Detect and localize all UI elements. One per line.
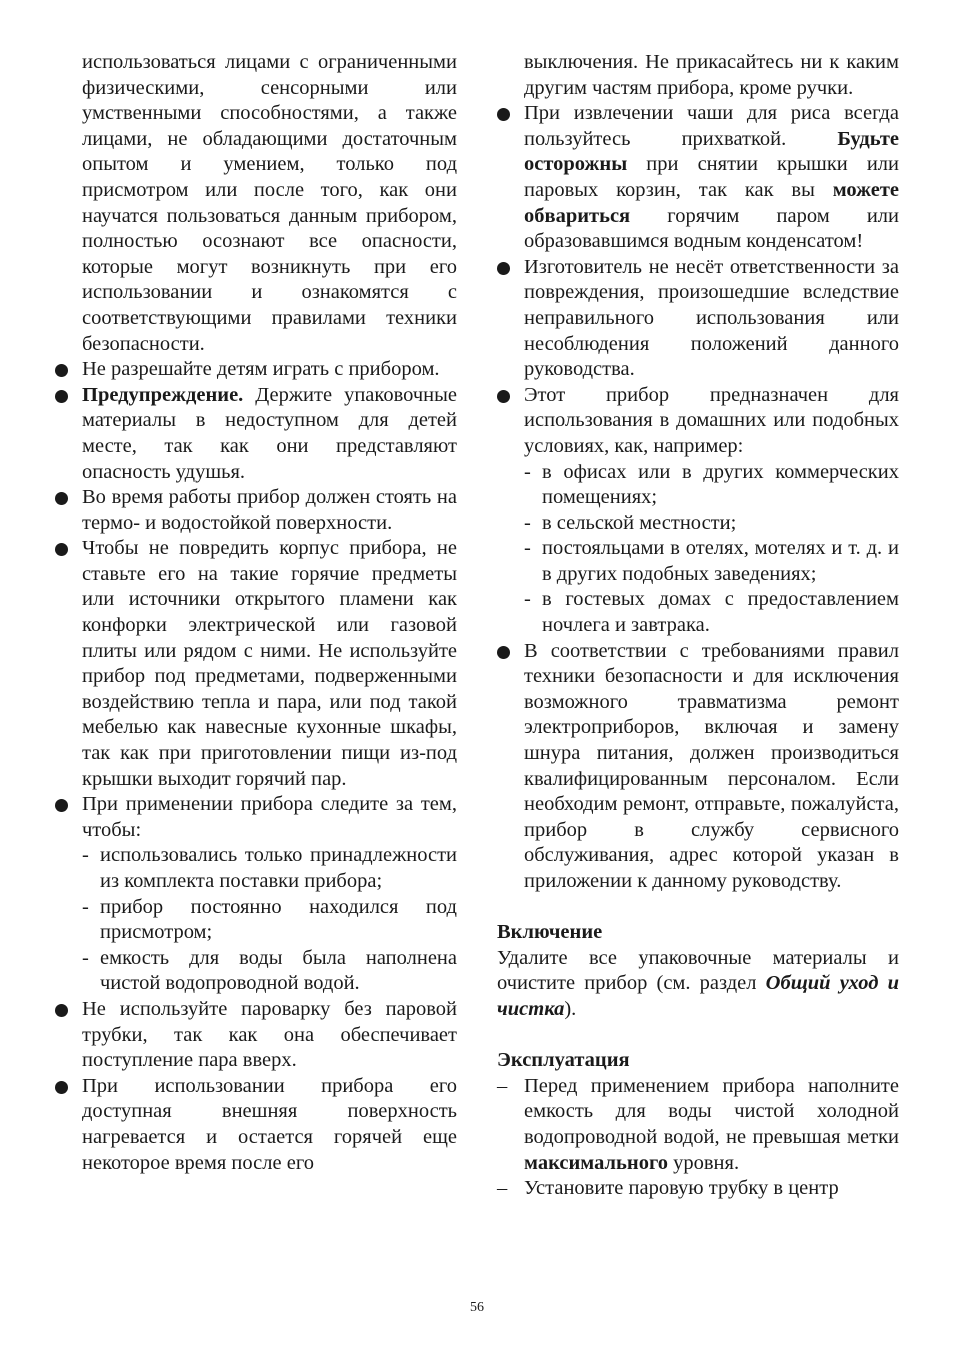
section-heading-operation: Эксплуатация	[497, 1049, 630, 1072]
dash-icon: –	[497, 1177, 508, 1200]
sub-list-item	[497, 511, 899, 537]
dash-icon: –	[497, 1074, 508, 1097]
bullet-item	[497, 255, 899, 383]
dash-list-text: Перед применением прибора наполните емкость для воды чистой холодной водопроводной водой, не превышая метки	[524, 1074, 899, 1148]
dash-icon: -	[82, 946, 89, 969]
bold-emphasis: максимального	[524, 1151, 668, 1174]
bullet-item	[497, 383, 899, 460]
bullet-icon	[497, 108, 510, 121]
section-heading-power-on: Включение	[497, 921, 603, 944]
sub-list-text: использовались только принадлежности из комплекта поставки прибора;	[100, 844, 457, 892]
bullet-item	[55, 357, 457, 383]
dash-icon: -	[524, 588, 531, 611]
left-column	[55, 50, 457, 1176]
bullet-item	[497, 639, 899, 895]
bullet-item	[497, 101, 899, 255]
bullet-icon	[497, 646, 510, 659]
sub-list-item	[497, 460, 899, 511]
bullet-text: При применении прибора следите за тем, чтобы:	[82, 793, 457, 841]
bullet-item	[55, 997, 457, 1074]
paragraph-text: ).	[564, 997, 577, 1020]
sub-list-item	[497, 536, 899, 587]
sub-list-text: в офисах или в других коммерческих помещениях;	[542, 460, 899, 509]
sub-list-text: в гостевых домах с предоставлением ночлега и завтрака.	[542, 588, 899, 637]
bullet-icon	[497, 262, 510, 275]
bullet-icon	[55, 799, 68, 812]
sub-list-text: постояльцами в отелях, мотелях и т. д. и в других подобных заведениях;	[542, 537, 899, 585]
bullet-text: Этот прибор предназначен для использования в домашних или подобных условиях, как, например:	[524, 383, 899, 457]
dash-icon: -	[524, 511, 531, 534]
paragraph-text: Удалите все упаковочные материалы и очистите прибор (см. раздел	[497, 946, 899, 995]
bullet-item	[55, 1074, 457, 1176]
bullet-icon	[55, 543, 68, 556]
bullet-text: при снятии крышки или паровых корзин, так как вы	[524, 153, 899, 201]
sub-list-item	[55, 946, 457, 997]
bullet-icon	[55, 1004, 68, 1017]
intro-paragraph: использоваться лицами с ограниченными физическими, сенсорными или умственными способностями, а также лицами, не обладающими достаточным опытом и умением, только под присмотром или после того, как они научатся пользоваться данным прибором, полностью осознают все опасности, которые могут возникнуть при его использовании и ознакомятся с соответствующими правилами техники безопасности.	[82, 51, 457, 355]
power-on-paragraph	[497, 946, 899, 1023]
bullet-text: Изготовитель не несёт ответственности за повреждения, произошедшие вследствие неправильного использования или несоблюдения положений данного руководства.	[524, 255, 899, 381]
bullet-icon	[55, 492, 68, 505]
bullet-text: Не разрешайте детям играть с прибором.	[82, 358, 440, 381]
bullet-item	[55, 485, 457, 536]
bullet-text: При использовании прибора его доступная внешняя поверхность нагревается и остается горячей еще некоторое время после его	[82, 1074, 457, 1174]
bullet-text: Чтобы не повредить корпус прибора, не ставьте его на такие горячие предметы или источники открытого пламени как конфорки электрической или газовой плиты или рядом с ними. Не используйте прибор под предметами, подверженными воздействию тепла и пара, или под такой мебелью как навесные кухонные шкафы, так как при приготовлении пищи из-под крышки выходит горячий пар.	[82, 537, 457, 790]
bullet-text: Не используйте пароварку без паровой трубки, так как она обеспечивает поступление пара вверх.	[82, 997, 457, 1072]
dash-icon: -	[82, 844, 89, 867]
sub-list-text: прибор постоянно находился под присмотром;	[100, 895, 457, 944]
continued-paragraph: выключения. Не прикасайтесь ни к каким другим частям прибора, кроме ручки.	[524, 51, 899, 99]
dash-icon: -	[524, 537, 531, 560]
bullet-text: В соответствии с требованиями правил техники безопасности и для исключения возможного травматизма ремонт электроприборов, включая и замену шнура питания, должен производиться квалифицированным персоналом. Если необходим ремонт, отправьте, пожалуйста, прибор в службу сервисного обслуживания, адрес которой указан в приложении к данному руководству.	[524, 639, 899, 892]
bullet-icon	[497, 390, 510, 403]
bullet-text: При извлечении чаши для риса всегда пользуйтесь прихваткой.	[524, 102, 899, 150]
bullet-text: Держите упаковочные материалы в недоступном для детей месте, так как они представляют опасность удушья.	[82, 383, 457, 483]
sub-list-text: в сельской местности;	[542, 511, 737, 534]
bullet-text: Во время работы прибор должен стоять на термо- и водостойкой поверхности.	[82, 486, 457, 534]
bullet-text: горячим паром или образовавшимся водным конденсатом!	[524, 204, 899, 253]
dash-list-text: Установите паровую трубку в центр	[524, 1177, 839, 1200]
bullet-icon	[55, 390, 68, 403]
sub-list-item	[55, 843, 457, 894]
dash-icon: -	[524, 460, 531, 483]
page-number: 56	[470, 1300, 484, 1315]
warning-label: Предупреждение.	[82, 383, 244, 406]
dash-icon: -	[82, 895, 89, 918]
right-column	[497, 50, 899, 1202]
dash-list-text: уровня.	[668, 1151, 740, 1174]
section-reference: Общий уход и чистка	[497, 972, 899, 1020]
bullet-icon	[55, 364, 68, 377]
bullet-icon	[55, 1081, 68, 1094]
sub-list-item	[55, 895, 457, 946]
spacer	[497, 1023, 899, 1049]
sub-list-item	[497, 587, 899, 638]
dash-list-item	[497, 1074, 899, 1176]
spacer	[497, 895, 899, 921]
sub-list-text: емкость для воды была наполнена чистой водопроводной водой.	[100, 946, 457, 995]
bullet-item	[55, 383, 457, 485]
dash-list-item	[497, 1176, 899, 1202]
bullet-item	[55, 792, 457, 843]
bullet-item	[55, 536, 457, 792]
bold-emphasis: можете обвариться	[524, 178, 899, 227]
bold-emphasis: Будьте осторожны	[524, 127, 899, 176]
